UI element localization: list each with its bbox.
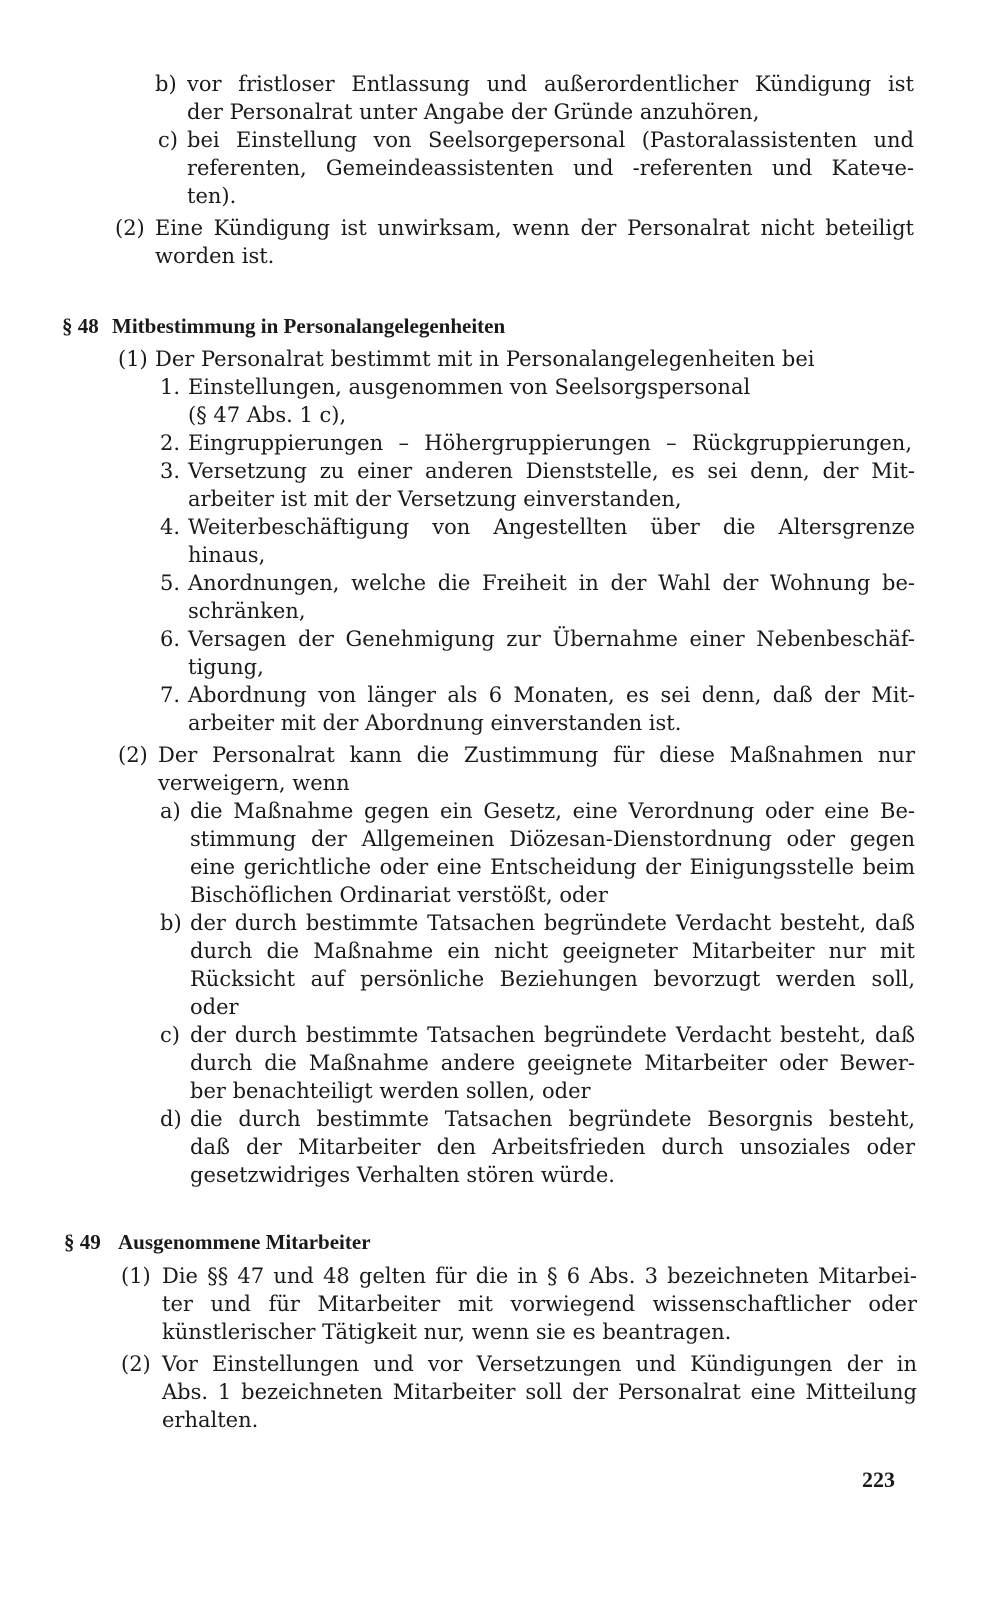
item-text: ten). — [187, 184, 237, 208]
item-text: der durch bestimmte Tatsachen begründete Verdacht besteht, daß — [190, 911, 915, 935]
item-text: stimmung der Allgemeinen Diözesan-Dienstordnung oder gegen — [190, 827, 915, 851]
item-label: 5. — [160, 571, 181, 595]
item-label: b) — [155, 72, 177, 96]
section-title: Mitbestimmung in Personalangelegenheiten — [112, 314, 506, 338]
item-text: arbeiter ist mit der Versetzung einverstanden, — [188, 487, 682, 511]
item-text: die Maßnahme gegen ein Gesetz, eine Verordnung oder eine Be- — [190, 799, 915, 823]
section-number: § 49 — [64, 1230, 101, 1254]
item-text: gesetzwidriges Verhalten stören würde. — [190, 1163, 615, 1187]
paragraph-text: Abs. 1 bezeichneten Mitarbeiter soll der Personalrat eine Mitteilung — [162, 1380, 917, 1404]
section-number: § 48 — [62, 314, 99, 338]
paragraph-label: (2) — [121, 1352, 151, 1376]
paragraph-text: Der Personalrat kann die Zustimmung für diese Maßnahmen nur — [158, 743, 915, 767]
item-label: c) — [160, 1023, 180, 1047]
item-text: Versetzung zu einer anderen Dienststelle, es sei denn, der Mit- — [188, 459, 915, 483]
item-text: arbeiter mit der Abordnung einverstanden ist. — [188, 711, 682, 735]
item-label: 6. — [160, 627, 181, 651]
paragraph-label: (1) — [121, 1264, 151, 1288]
item-text: Weiterbeschäftigung von Angestellten über die Altersgrenze — [188, 515, 915, 539]
item-text: daß der Mitarbeiter den Arbeitsfrieden durch unsoziales oder — [190, 1135, 915, 1159]
item-text: Einstellungen, ausgenommen von Seelsorgspersonal — [188, 375, 751, 399]
item-label: 3. — [160, 459, 181, 483]
paragraph-text: verweigern, wenn — [158, 771, 350, 795]
paragraph-text: erhalten. — [162, 1408, 259, 1432]
item-text: hinaus, — [188, 543, 266, 567]
paragraph-text: ter und für Mitarbeiter mit vorwiegend wissenschaftlicher oder — [162, 1292, 917, 1316]
item-text: der Personalrat unter Angabe der Gründe anzuhören, — [187, 100, 760, 124]
item-text: schränken, — [188, 599, 306, 623]
paragraph-text: Vor Einstellungen und vor Versetzungen und Kündigungen der in — [162, 1352, 917, 1376]
item-text: Rücksicht auf persönliche Beziehungen bevorzugt werden soll, — [190, 967, 915, 991]
item-text: oder — [190, 995, 239, 1019]
paragraph-label: (1) — [118, 347, 148, 371]
item-label: 2. — [160, 431, 181, 455]
item-text: der durch bestimmte Tatsachen begründete Verdacht besteht, daß — [190, 1023, 915, 1047]
item-label: 7. — [160, 683, 181, 707]
item-text: (§ 47 Abs. 1 c), — [188, 403, 347, 427]
item-text: Bischöflichen Ordinariat verstößt, oder — [190, 883, 608, 907]
section-title: Ausgenommene Mitarbeiter — [118, 1230, 371, 1254]
item-text: referenten, Gemeindeassistenten und -referenten und Katече- — [187, 156, 914, 180]
item-text: ber benachteiligt werden sollen, oder — [190, 1079, 591, 1103]
paragraph-text: künstlerischer Tätigkeit nur, wenn sie es beantragen. — [162, 1320, 732, 1344]
item-text: durch die Maßnahme ein nicht geeigneter Mitarbeiter nur mit — [190, 939, 915, 963]
item-label: d) — [160, 1107, 182, 1131]
item-text: vor fristloser Entlassung und außerordentlicher Kündigung ist — [187, 72, 914, 96]
item-text: Anordnungen, welche die Freiheit in der Wahl der Wohnung be- — [188, 571, 915, 595]
item-label: 1. — [160, 375, 181, 399]
item-label: a) — [160, 799, 181, 823]
item-label: 4. — [160, 515, 181, 539]
paragraph-text: Der Personalrat bestimmt mit in Personalangelegenheiten bei — [155, 347, 815, 371]
paragraph-text: Eine Kündigung ist unwirksam, wenn der Personalrat nicht beteiligt — [155, 216, 914, 240]
page-number: 223 — [862, 1467, 895, 1492]
paragraph-text: worden ist. — [155, 244, 275, 268]
item-text: Eingruppierungen – Höhergruppierungen – Rückgruppierungen, — [188, 431, 912, 455]
item-text: bei Einstellung von Seelsorgepersonal (Pastoralassistenten und — [187, 128, 914, 152]
item-text: Abordnung von länger als 6 Monaten, es sei denn, daß der Mit- — [188, 683, 915, 707]
item-label: c) — [158, 128, 178, 152]
item-text: tigung, — [188, 655, 264, 679]
item-text: eine gerichtliche oder eine Entscheidung der Einigungsstelle beim — [190, 855, 915, 879]
item-text: die durch bestimmte Tatsachen begründete Besorgnis besteht, — [190, 1107, 915, 1131]
item-text: Versagen der Genehmigung zur Übernahme einer Nebenbeschäf- — [188, 627, 915, 651]
item-label: b) — [160, 911, 182, 935]
paragraph-text: Die §§ 47 und 48 gelten für die in § 6 Abs. 3 bezeichneten Mitarbei- — [162, 1264, 917, 1288]
paragraph-label: (2) — [115, 216, 145, 240]
item-text: durch die Maßnahme andere geeignete Mitarbeiter oder Bewer- — [190, 1051, 915, 1075]
paragraph-label: (2) — [118, 743, 148, 767]
